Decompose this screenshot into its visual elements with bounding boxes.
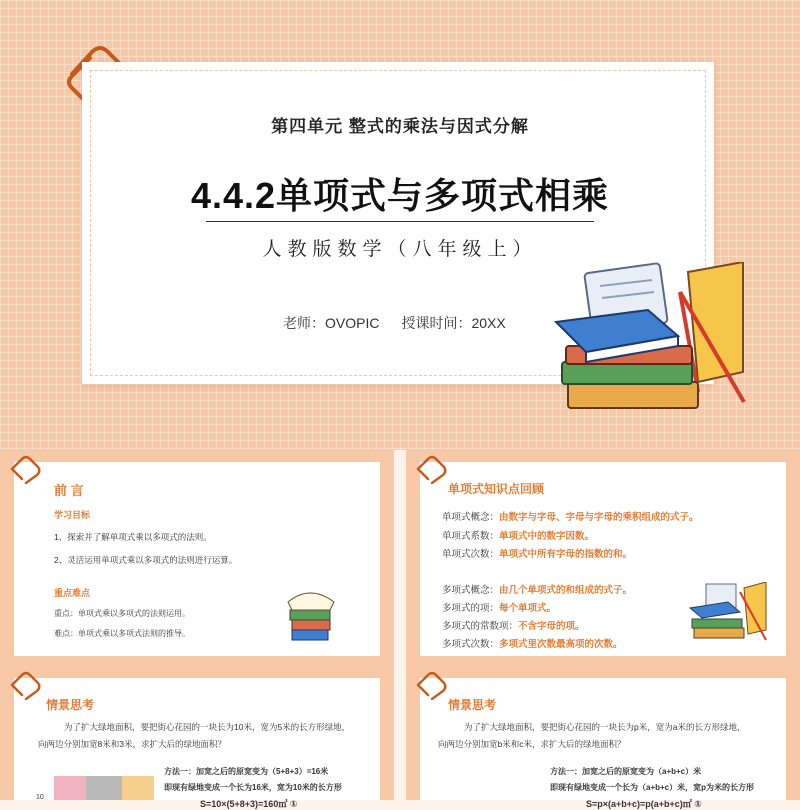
axis-label: 10 bbox=[36, 794, 44, 801]
paperclip-icon bbox=[8, 670, 42, 700]
title-divider bbox=[206, 221, 594, 222]
main-title: 4.4.2单项式与多项式相乘 bbox=[190, 175, 610, 216]
method-title: 方法一：加宽之后的原宽变为（5+8+3）=16米 bbox=[164, 767, 329, 776]
concept-row: 多项式的项：每个单项式。 bbox=[442, 603, 557, 614]
concept-row: 多项式概念：由几个单项式的和组成的式子。 bbox=[442, 585, 633, 596]
paperclip-icon bbox=[414, 670, 448, 700]
books-illustration bbox=[548, 262, 753, 432]
concept-row: 多项式次数：多项式里次数最高项的次数。 bbox=[442, 639, 623, 650]
difficulty: 难点：单项式乘以多项式法则的推导。 bbox=[54, 629, 190, 638]
problem-text: 为了扩大绿地面积，要把街心花园的一块长为10米，宽为5米的长方形绿地， bbox=[64, 722, 351, 732]
panel-title: 单项式知识点回顾 bbox=[448, 482, 545, 496]
problem-text: 为了扩大绿地面积，要把街心花园的一块长为p米，宽为a米的长方形绿地， bbox=[464, 722, 746, 732]
teacher-name: 老师：OVOPIC bbox=[283, 315, 380, 331]
subtitle: 人教版数学（八年级上） bbox=[262, 239, 538, 260]
books-illustration bbox=[282, 578, 340, 642]
method-line: 即现有绿地变成一个长为16米，宽为10米的长方形 bbox=[164, 783, 342, 792]
method-formula: S=10×(5+8+3)=160㎡ ① bbox=[200, 799, 298, 809]
panel-title: 情景思考 bbox=[448, 698, 497, 712]
paperclip-icon bbox=[8, 454, 42, 484]
concept-row: 单项式系数：单项式中的数字因数。 bbox=[442, 531, 595, 542]
review-slide bbox=[406, 450, 800, 666]
scenario-slide-2 bbox=[406, 666, 800, 809]
concept-row: 单项式概念：由数字与字母、字母与字母的乘积组成的式子。 bbox=[442, 512, 699, 523]
unit-title: 第四单元 整式的乘法与因式分解 bbox=[271, 117, 529, 136]
concept-row: 单项式次数：单项式中所有字母的指数的和。 bbox=[442, 549, 633, 560]
method-line: 即现有绿地变成一个长为（a+b+c）米，宽p为米的长方形 bbox=[550, 783, 755, 792]
method-formula: S=p×(a+b+c)=p(a+b+c)㎡ ① bbox=[586, 799, 702, 809]
teacher-info bbox=[283, 313, 528, 333]
key-label: 重点难点 bbox=[54, 588, 91, 598]
method-title: 方法一：加宽之后的原宽变为（a+b+c）米 bbox=[550, 767, 702, 776]
books-illustration bbox=[688, 582, 768, 644]
key-point: 重点：单项式乘以多项式的法则运用。 bbox=[54, 609, 190, 618]
panel-title: 前 言 bbox=[54, 483, 84, 498]
area-diagram bbox=[54, 776, 154, 800]
concept-row: 多项式的常数项：不含字母的项。 bbox=[442, 621, 585, 632]
problem-text: 向两边分别加宽b米和c米，求扩大后的绿地面积？ bbox=[438, 739, 626, 749]
problem-text: 向两边分别加宽8米和3米，求扩大后的绿地面积？ bbox=[38, 739, 226, 749]
panel-title: 情景思考 bbox=[46, 698, 95, 712]
scenario-slide-1 bbox=[0, 666, 394, 809]
class-time: 授课时间：20XX bbox=[401, 315, 506, 331]
goal-1: 1、探索并了解单项式乘以多项式的法则。 bbox=[54, 532, 212, 542]
preface-slide bbox=[0, 450, 394, 666]
goal-label: 学习目标 bbox=[54, 510, 91, 520]
paperclip-icon bbox=[414, 454, 448, 484]
goal-2: 2、灵活运用单项式乘以多项式的法则进行运算。 bbox=[54, 555, 238, 565]
